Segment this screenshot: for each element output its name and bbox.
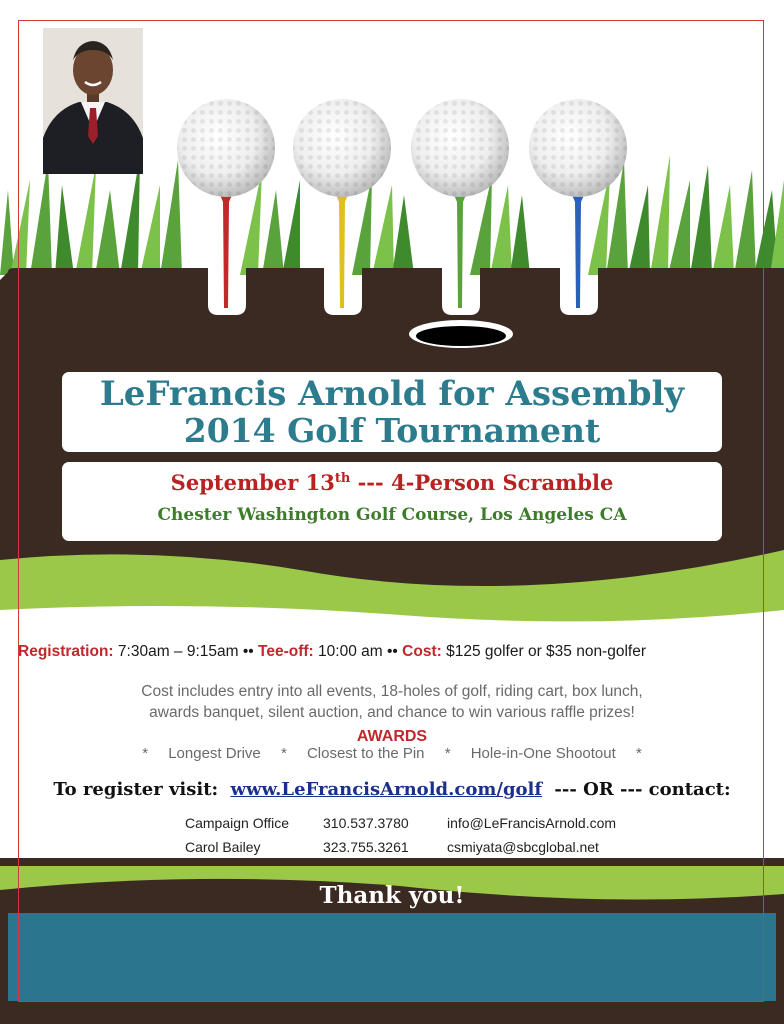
contact-phone: 310.537.3780 [323, 815, 409, 831]
event-details-box [62, 462, 722, 541]
register-link[interactable]: www.LeFrancisArnold.com/golf [230, 779, 543, 800]
awards-list [0, 745, 784, 762]
event-date-line [62, 462, 722, 495]
separator: •• [242, 643, 254, 660]
award-item: Closest to the Pin [306, 745, 425, 762]
register-line [0, 779, 784, 800]
award-separator: * [635, 745, 642, 762]
award-item: Hole-in-One Shootout [470, 745, 616, 762]
cost-description [40, 681, 744, 723]
cost-label: Cost: [402, 643, 442, 660]
contact-row [185, 811, 616, 835]
contact-name: Carol Bailey [185, 839, 261, 855]
award-item: Longest Drive [168, 745, 261, 762]
separator: •• [386, 643, 398, 660]
footer-blue-panel [8, 913, 776, 1001]
schedule-line [18, 643, 768, 661]
title-line-1: LeFrancis Arnold for Assembly [99, 374, 685, 414]
contacts-table [185, 811, 616, 859]
contact-email[interactable]: info@LeFrancisArnold.com [447, 815, 617, 831]
registration-label: Registration: [18, 643, 114, 660]
contact-phone: 323.755.3261 [323, 839, 409, 855]
awards-heading: AWARDS [356, 728, 428, 745]
teeoff-value: 10:00 am [318, 643, 383, 660]
title-box [62, 372, 722, 452]
event-format: --- 4-Person Scramble [350, 470, 614, 495]
event-date-suffix: th [334, 471, 351, 486]
thank-you-text: Thank you! [319, 882, 465, 909]
cost-value: $125 golfer or $35 non-golfer [446, 643, 646, 660]
award-separator: * [444, 745, 451, 762]
event-date: September 13 [170, 470, 335, 495]
teeoff-label: Tee-off: [258, 643, 314, 660]
contact-row [185, 835, 616, 859]
contact-name: Campaign Office [185, 815, 290, 831]
title-line-2: 2014 Golf Tournament [183, 411, 601, 450]
event-venue: Chester Washington Golf Course, Los Angeles CA [157, 505, 627, 525]
golf-balls [177, 99, 627, 197]
cost-description-line: awards banquet, silent auction, and chance to win various raffle prizes! [149, 704, 635, 721]
registration-value: 7:30am – 9:15am [117, 643, 239, 660]
candidate-photo [43, 28, 143, 174]
register-suffix: --- OR --- contact: [554, 779, 731, 800]
cost-description-line: Cost includes entry into all events, 18-holes of golf, riding cart, box lunch, [141, 683, 643, 700]
register-prefix: To register visit: [53, 779, 219, 800]
award-separator: * [280, 745, 287, 762]
award-separator: * [142, 745, 149, 762]
contact-email[interactable]: csmiyata@sbcglobal.net [447, 839, 599, 855]
